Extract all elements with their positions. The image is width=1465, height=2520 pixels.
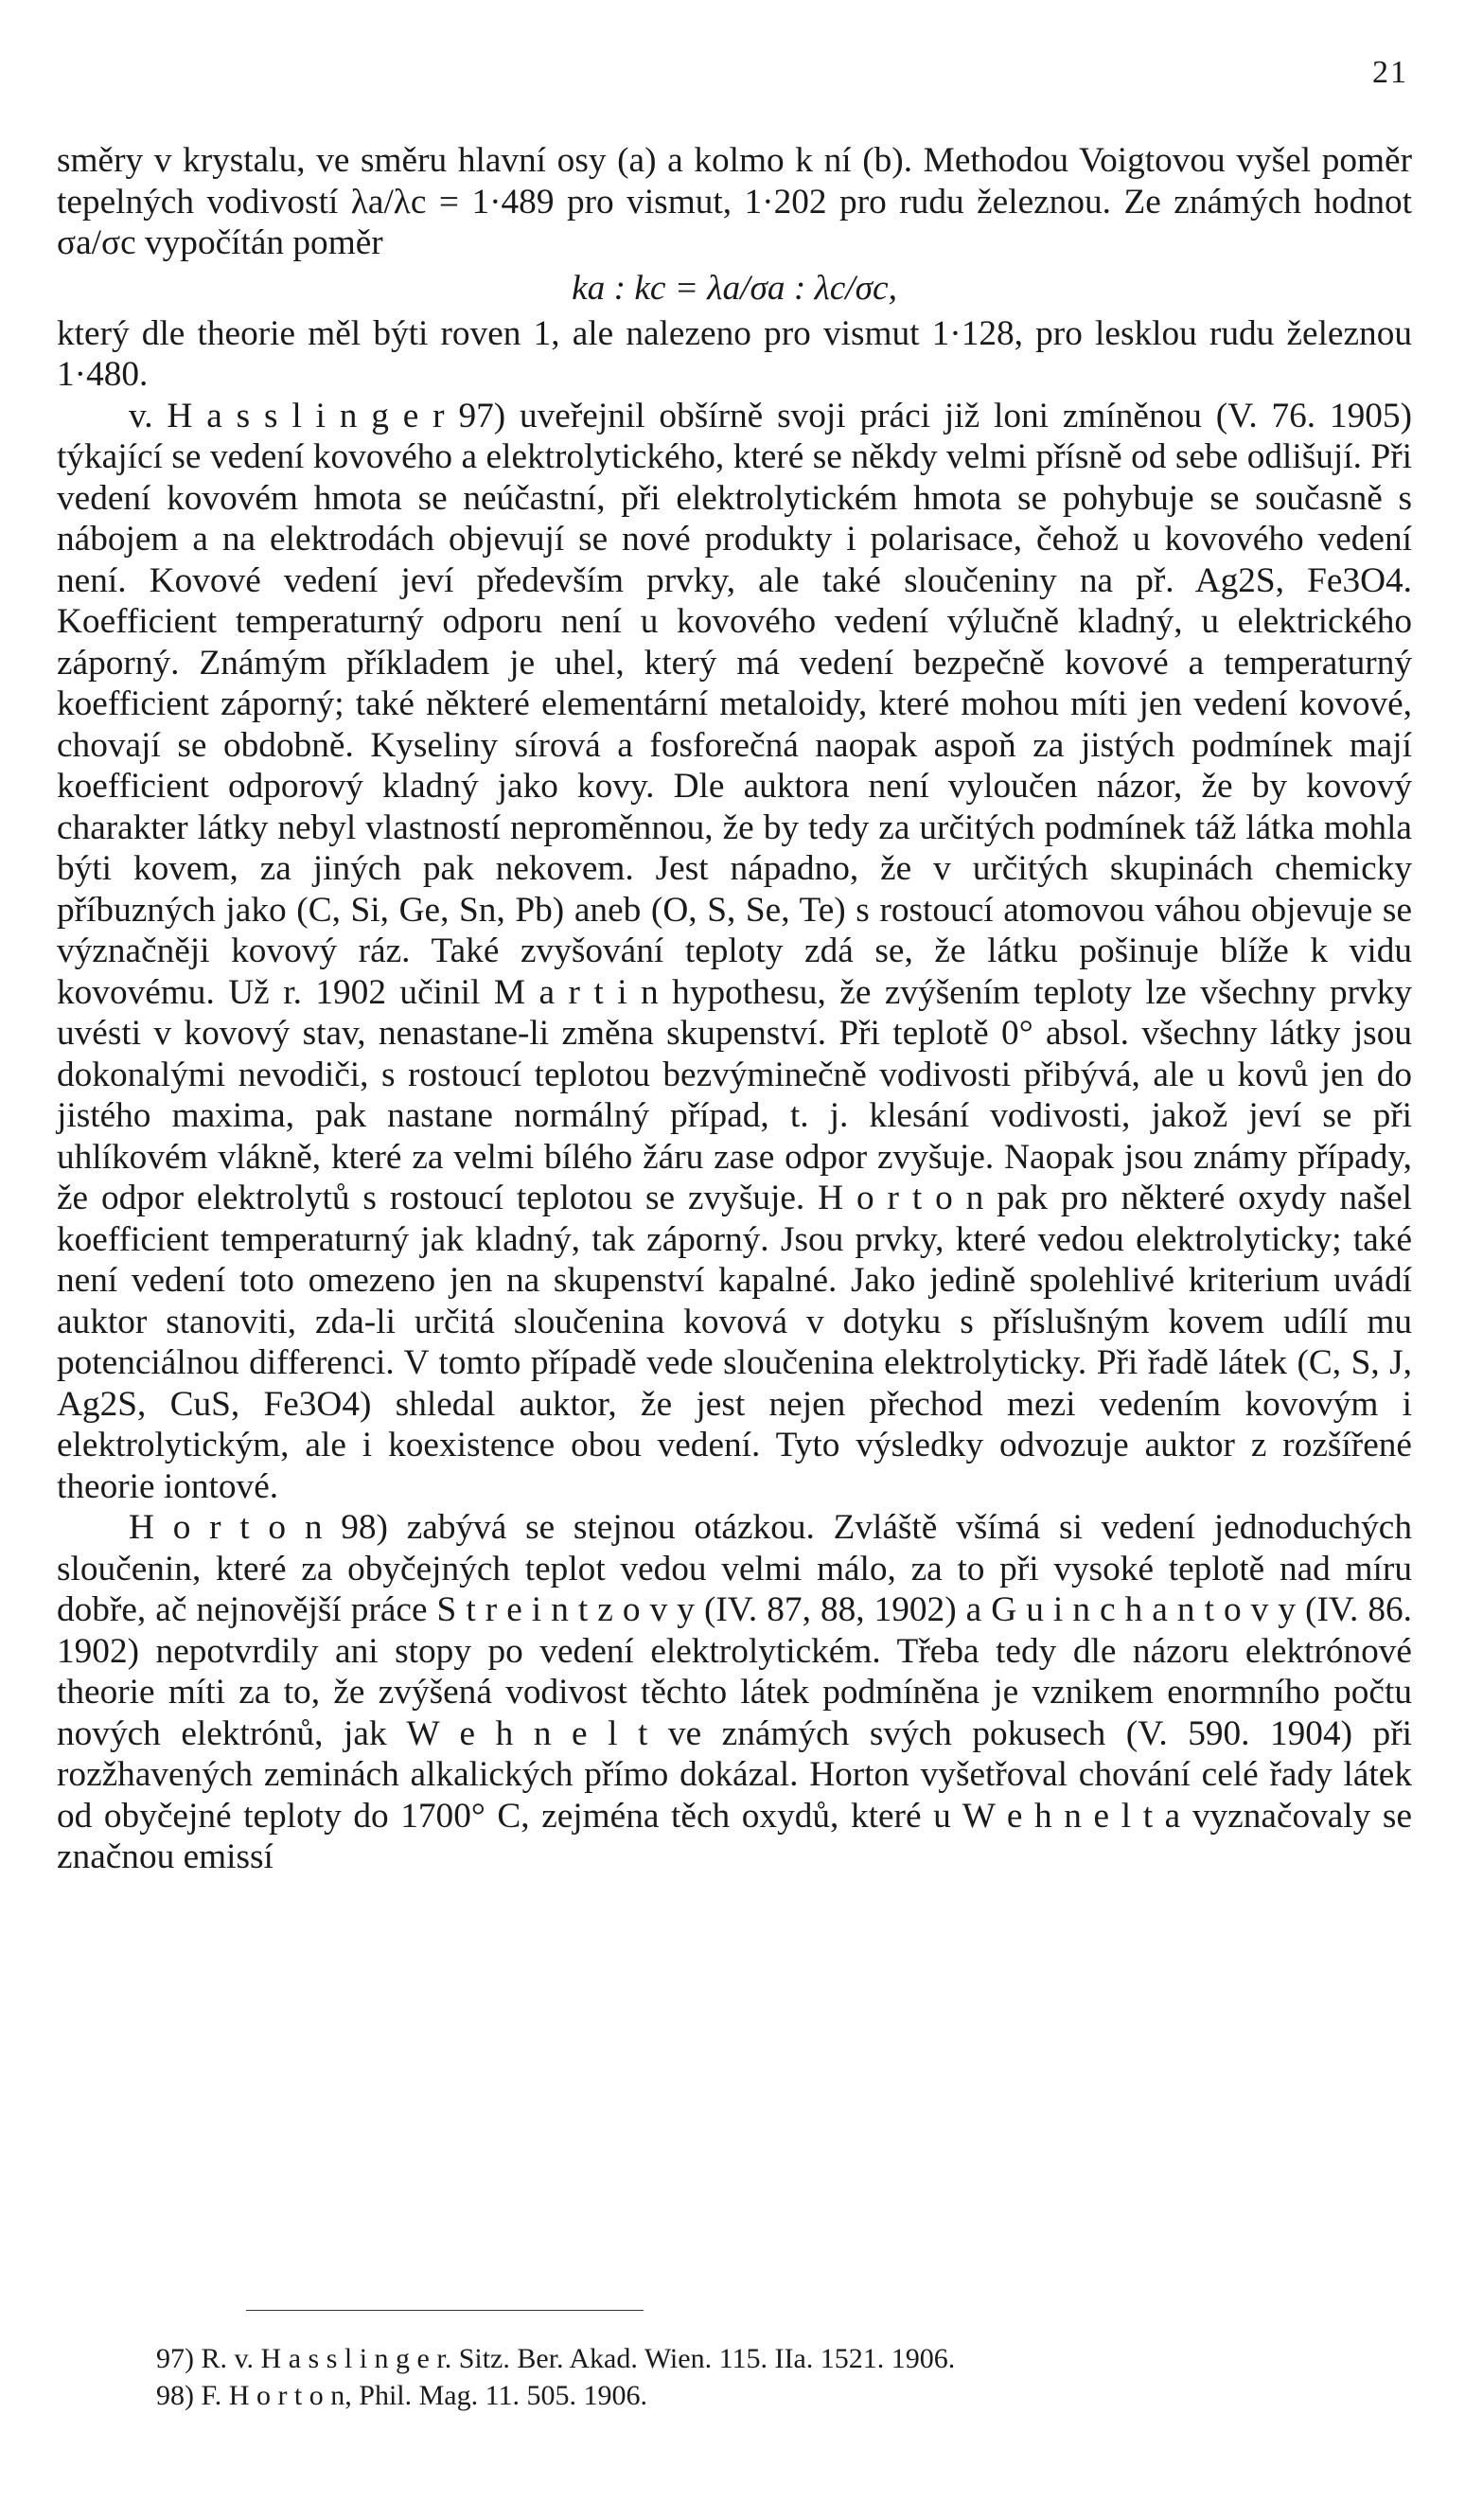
footnote-98: 98) F. H o r t o n, Phil. Mag. 11. 505. 1906. (156, 2380, 647, 2411)
paragraph-1: směry v krystalu, ve směru hlavní osy (a) a kolmo k ní (b). Methodou Voigtovou vyšel poměr tepelných vodivostí λa/λc = 1·489 pro vismut, 1·202 pro rudu železnou. Ze známých hodnot σa/σc vypočítán poměr (57, 141, 1412, 262)
footnote-divider (246, 2310, 644, 2311)
footnote-97: 97) R. v. H a s s l i n g e r. Sitz. Ber. Akad. Wien. 115. IIa. 1521. 1906. (156, 2343, 956, 2374)
paragraph-hasslinger: v. H a s s l i n g e r 97) uveřejnil obšírně svoji práci již loni zmíněnou (V. 76. 1905) týkající se vedení kovového a elektrolytického, které se někdy velmi přísně od sebe odlišují. Při vedení kovovém hmota se neúčastní, při elektrolytickém hmota se pohybuje se současně s nábojem a na elektrodách objevují se nové produkty i polarisace, čehož u kovového vedení není. Kovové vedení jeví především prvky, ale také sloučeniny na př. Ag2S, Fe3O4. Koefficient temperaturný odporu není u kovového vedení výlučně kladný, u elektrického záporný. Známým příkladem je uhel, který má vedení bezpečně kovové a temperaturný koefficient záporný; také některé elementární metaloidy, které mohou míti jen vedení kovové, chovají se obdobně. Kyseliny sírová a fosforečná naopak aspoň za jistých podmínek mají koefficient odporový kladný jako kovy. Dle auktora není vyloučen názor, že by kovový charakter látky nebyl vlastností neproměnnou, že by tedy za určitých podmínek táž látka mohla býti kovem, za jiných pak nekovem. Jest nápadno, že v určitých skupinách chemicky příbuzných jako (C, Si, Ge, Sn, Pb) aneb (O, S, Se, Te) s rostoucí atomovou váhou objevuje se význačněji kovový ráz. Také zvyšování teploty zdá se, že látku pošinuje blíže k vidu kovovému. Už r. 1902 učinil M a r t i n hypothesu, že zvýšením teploty lze všechny prvky uvésti v kovový stav, nenastane-li změna skupenství. Při teplotě 0° absol. všechny látky jsou dokonalými nevodiči, s rostoucí teplotou bezvýminečně vodivosti přibývá, ale u kovů jen do jistého maxima, pak nastane normálný případ, t. j. klesání vodivosti, jakož jeví se při uhlíkovém vlákně, které za velmi bílého žáru zase odpor zvyšuje. Naopak jsou známy případy, že odpor elektrolytů s rostoucí teplotou se zvyšuje. H o r t o n pak pro některé oxydy našel koefficient temperaturný jak kladný, tak záporný. Jsou prvky, které vedou elektrolyticky; také není vedení toto omezeno jen na skupenství kapalné. Jako jedině spolehlivé kriterium uvádí auktor stanoviti, zda-li určitá sloučenina kovová v dotyku s příslušným kovem udílí mu potenciálnou differenci. V tomto případě vede sloučenina elektrolyticky. Při řadě látek (C, S, J, Ag2S, CuS, Fe3O4) shledal auktor, že jest nejen přechod mezi vedením kovovým i elektrolytickým, ale i koexistence obou vedení. Tyto výsledky odvozuje auktor z rozšířené theorie iontové. (57, 396, 1412, 1506)
paragraph-2: který dle theorie měl býti roven 1, ale nalezeno pro vismut 1·128, pro lesklou rudu železnou 1·480. (57, 313, 1412, 394)
paragraph-horton: H o r t o n 98) zabývá se stejnou otázkou. Zvláště všímá si vedení jednoduchých sloučenin, které za obyčejných teplot vedou velmi málo, za to při vysoké teplotě nad míru dobře, ač nejnovější práce S t r e i n t z o v y (IV. 87, 88, 1902) a G u i n c h a n t o v y (IV. 86. 1902) nepotvrdily ani stopy po vedení elektrolytickém. Třeba tedy dle názoru elektrónové theorie míti za to, že zvýšená vodivost těchto látek podmíněna je vznikem enormního počtu nových elektrónů, jak W e h n e l t ve známých svých pokusech (V. 590. 1904) při rozžhavených zeminách alkalických přímo dokázal. Horton vyšetřoval chování celé řady látek od obyčejné teploty do 1700° C, zejména těch oxydů, které u W e h n e l t a vyznačovaly se značnou emissí (57, 1508, 1412, 1876)
body-text (57, 140, 1412, 1878)
formula: ka : kc = λa/σa : λc/σc, (572, 268, 897, 308)
page-number: 21 (1372, 55, 1408, 90)
footnotes (156, 2340, 1386, 2414)
document-page (57, 0, 1412, 2520)
